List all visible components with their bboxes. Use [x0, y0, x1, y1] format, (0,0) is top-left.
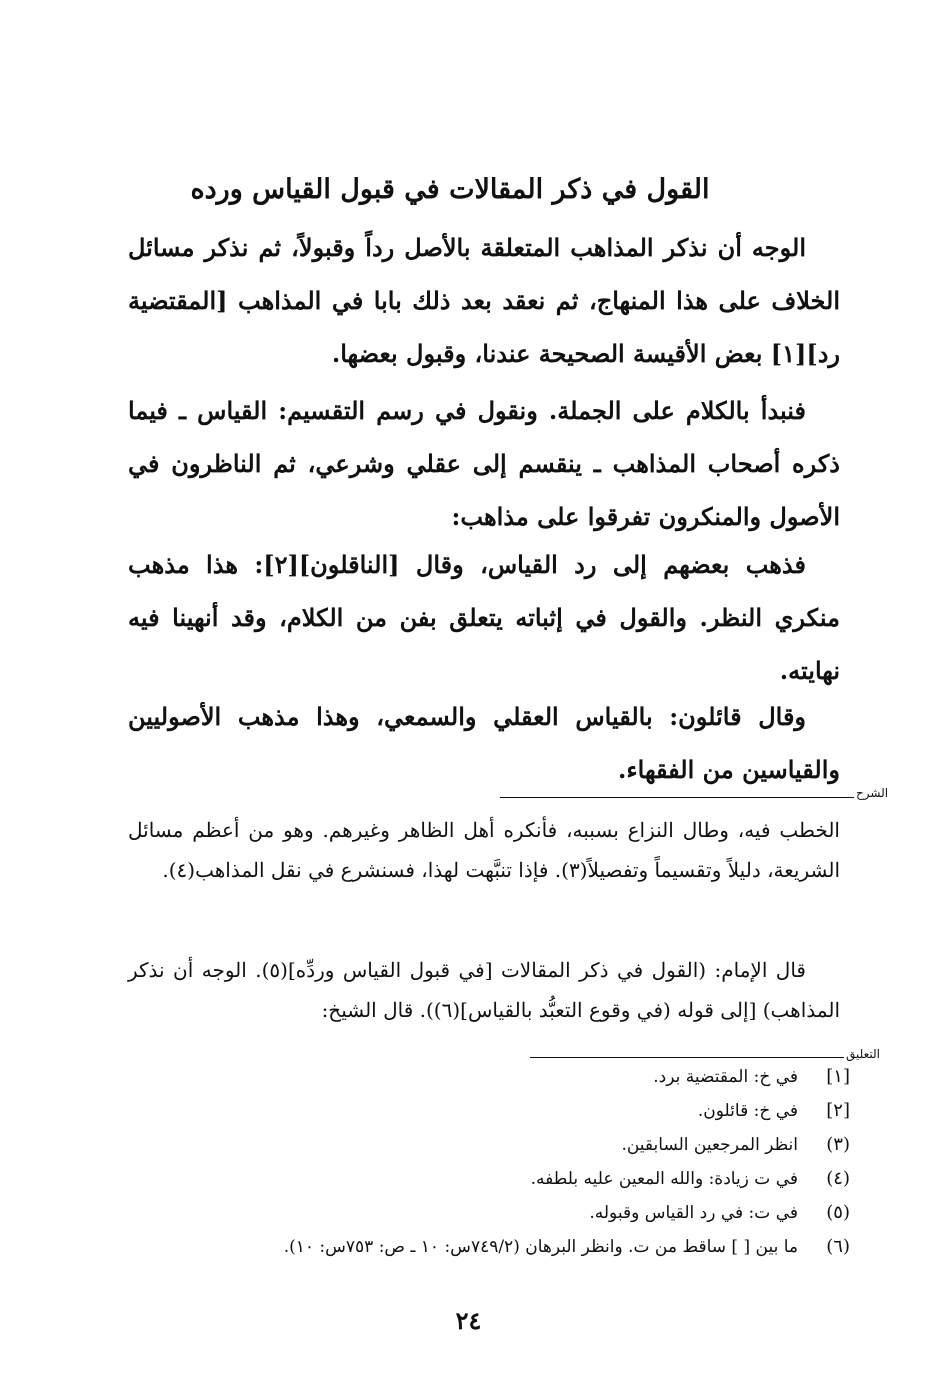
- footnote-text: ما بين [ ] ساقط من ت. وانظر البرهان (٧٤٩/٢س: ١٠ ـ ص: ٧٥٣س: ١٠).: [283, 1237, 798, 1257]
- footnote-text: في ت: في رد القياس وقبوله.: [589, 1203, 798, 1223]
- commentary-paragraph-1: [128, 810, 840, 890]
- footnote-number: (٦): [826, 1236, 850, 1257]
- footnote-text: في خ: المقتضية برد.: [653, 1067, 798, 1087]
- footnote-number: [١]: [826, 1066, 850, 1087]
- footnote-number: (٥): [826, 1202, 850, 1223]
- footnotes-divider: [530, 1057, 844, 1058]
- section-heading: القول في ذكر المقالات في قبول القياس ورده: [190, 174, 710, 205]
- footnote-text: في ت زيادة: والله المعين عليه بلطفه.: [530, 1169, 798, 1189]
- footnote-text: في خ: قائلون.: [697, 1101, 798, 1121]
- footnotes-label: التعليق: [846, 1047, 881, 1061]
- footnote-list: [150, 1066, 850, 1270]
- main-paragraph-1-text: الوجه أن نذكر المذاهب المتعلقة بالأصل رداً وقبولاً، ثم نذكر مسائل الخلاف على هذا المنهاج، ثم نعقد بعد ذلك بابا في المذاهب [المقتضية رد][١] بعض الأقيسة الصحيحة عندنا، وقبول بعضها.: [128, 233, 840, 368]
- main-paragraph-4: [128, 690, 840, 796]
- footnote-text: انظر المرجعين السابقين.: [621, 1135, 798, 1155]
- commentary-paragraph-1-text: الخطب فيه، وطال النزاع بسببه، فأنكره أهل الظاهر وغيرهم. وهو من أعظم مسائل الشريعة، دليلاً وتقسيماً وتفصيلاً(٣). فإذا تنبَّهت لهذا، فسنشرع في نقل المذاهب(٤).: [128, 818, 840, 882]
- footnote-item: [150, 1202, 850, 1236]
- footnote-item: [150, 1236, 850, 1270]
- commentary-paragraph-2: [128, 950, 840, 1030]
- footnote-item: [150, 1134, 850, 1168]
- footnote-item: [150, 1168, 850, 1202]
- main-paragraph-2: [128, 384, 840, 543]
- page-number: ٢٤: [455, 1306, 482, 1335]
- footnote-number: [٢]: [826, 1100, 850, 1121]
- footnote-number: (٣): [826, 1134, 850, 1155]
- commentary-label: الشرح: [856, 786, 889, 800]
- main-paragraph-3: [128, 538, 840, 697]
- main-paragraph-2-text: فنبدأ بالكلام على الجملة. ونقول في رسم التقسيم: القياس ـ فيما ذكره أصحاب المذاهب ـ ينقسم إلى عقلي وشرعي، ثم الناظرون في الأصول والمنكرون تفرقوا على مذاهب:: [128, 396, 840, 531]
- main-paragraph-4-text: وقال قائلون: بالقياس العقلي والسمعي، وهذا مذهب الأصوليين والقياسين من الفقهاء.: [128, 702, 840, 784]
- footnote-number: (٤): [826, 1168, 850, 1189]
- footnote-item: [150, 1066, 850, 1100]
- commentary-paragraph-2-text: قال الإمام: (القول في ذكر المقالات [في قبول القياس وردِّه](٥). الوجه أن نذكر المذاهب) [إلى قوله (في وقوع التعبُّد بالقياس](٦)). قال الشيخ:: [128, 958, 840, 1022]
- main-paragraph-3-text: فذهب بعضهم إلى رد القياس، وقال [الناقلون][٢]: هذا مذهب منكري النظر. والقول في إثباته يتعلق بفن من الكلام، وقد أنهينا فيه نهايته.: [128, 550, 840, 685]
- footnote-item: [150, 1100, 850, 1134]
- commentary-divider: [500, 797, 854, 798]
- main-paragraph-1: [128, 221, 840, 380]
